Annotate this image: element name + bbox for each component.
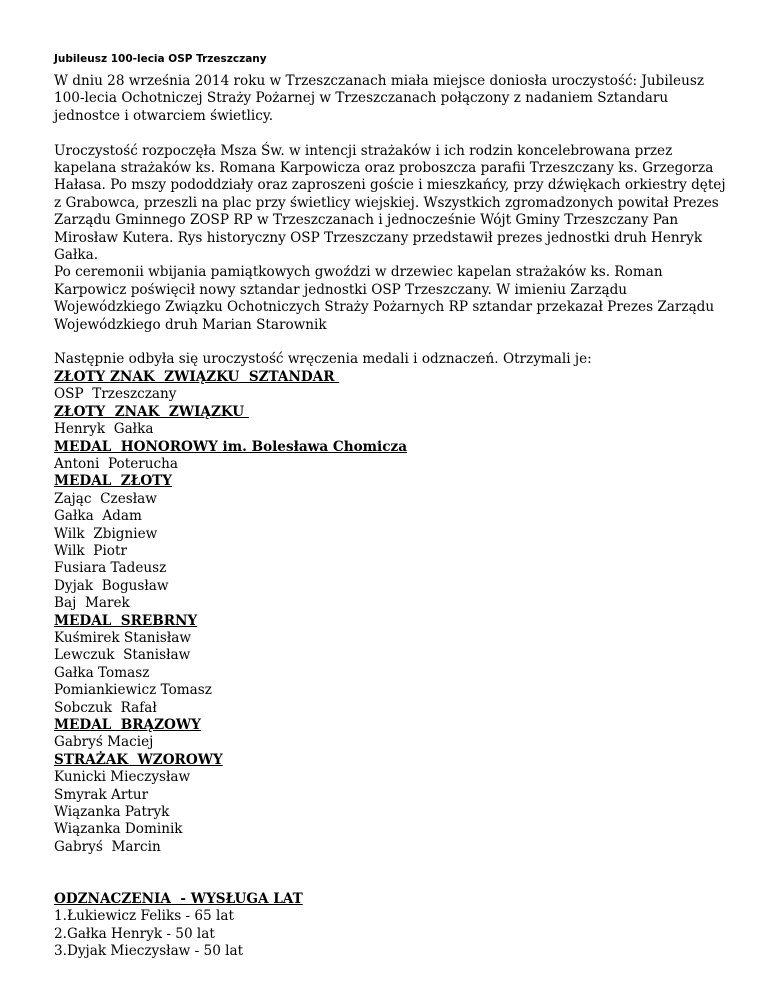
document-page [54,52,734,961]
award-header: MEDAL BRĄZOWY [54,717,201,733]
service-header: ODZNACZENIA - WYSŁUGA LAT [54,891,303,908]
award-recipient: OSP Trzeszczany [54,386,177,403]
body-paragraph-2: Po ceremonii wbijania pamiątkowych gwoździ w drzewiec kapelan strażaków ks. Roman Karpowicz poświęcił nowy sztandar jednostki OSP Trzeszczany. W imieniu Zarządu Wojewódzkiego Związku Ochotniczych Straży Pożarnych RP sztandar przekazał Prezes Zarządu Wojewódzkiego druh Marian Starownik [54,264,715,333]
award-header: ZŁOTY ZNAK ZWIĄZKU SZTANDAR [54,368,340,385]
award-recipient: Smyrak Artur [54,786,149,803]
award-recipient: Wiązanka Dominik [54,821,183,838]
award-recipient: Gabryś Maciej [54,734,154,751]
awards-intro: Następnie odbyła się uroczystość wręczenia medali i odznaczeń. Otrzymali je: [54,351,592,368]
award-recipient: Wiązanka Patryk [54,804,170,821]
award-recipient: Dyjak Bogusław [54,577,169,594]
page-title: Jubileusz 100-lecia OSP Trzeszczany [54,53,267,65]
award-recipient: Antoni Poterucha [54,455,178,472]
intro-paragraph: W dniu 28 września 2014 roku w Trzeszczanach miała miejsce doniosła uroczystość: Jubileusz 100-lecia Ochotniczej Straży Pożarnej w Trzeszczanach połączony z nadaniem Sztandaru jednostce i otwarciem świetlicy. [54,73,704,124]
award-recipient: Gałka Adam [54,508,142,525]
award-recipient: Sobczuk Rafał [54,699,157,716]
award-header: STRAŻAK WZOROWY [54,751,223,768]
award-recipient: Baj Marek [54,595,130,612]
service-item: 1.Łukiewicz Feliks - 65 lat [54,908,234,925]
award-header: MEDAL ZŁOTY [54,473,173,490]
award-header: MEDAL SREBRNY [54,612,198,629]
award-recipient: Kunicki Mieczysław [54,769,191,786]
service-item: 2.Gałka Henryk - 50 lat [54,925,215,942]
award-recipient: Pomiankiewicz Tomasz [54,682,212,699]
award-recipient: Lewczuk Stanisław [54,647,191,664]
award-recipient: Wilk Piotr [54,542,127,559]
award-recipient: Wilk Zbigniew [54,525,158,542]
award-header: MEDAL HONOROWY im. Bolesława Chomicza [54,438,407,455]
award-recipient: Kuśmirek Stanisław [54,629,192,646]
award-recipient: Gałka Tomasz [54,664,150,681]
award-recipient: Henryk Gałka [54,421,154,438]
award-recipient: Fusiara Tadeusz [54,560,167,577]
body-paragraph-1: Uroczystość rozpoczęła Msza Św. w intencji strażaków i ich rodzin koncelebrowana przez kapelana strażaków ks. Romana Karpowicza oraz proboszcza parafii Trzeszczany ks. Grzegorza Hałasa. Po mszy pododdziały oraz zaproszeni goście i mieszkańcy, przy dźwiękach orkiestry dętej z Grabowca, przeszli na plac przy świetlicy wiejskiej. Wszystkich zgromadzonych powitał Prezes Zarządu Gminnego ZOSP RP w Trzeszczanach i jednocześnie Wójt Gminy Trzeszczany Pan Mirosław Kutera. Rys historyczny OSP Trzeszczany przedstawił prezes jednostki druh Henryk Gałka. [54,142,726,264]
award-recipient: Zając Czesław [54,490,157,507]
service-item: 3.Dyjak Mieczysław - 50 lat [54,943,244,960]
award-header: ZŁOTY ZNAK ZWIĄZKU [54,403,249,420]
award-recipient: Gabryś Marcin [54,838,161,855]
